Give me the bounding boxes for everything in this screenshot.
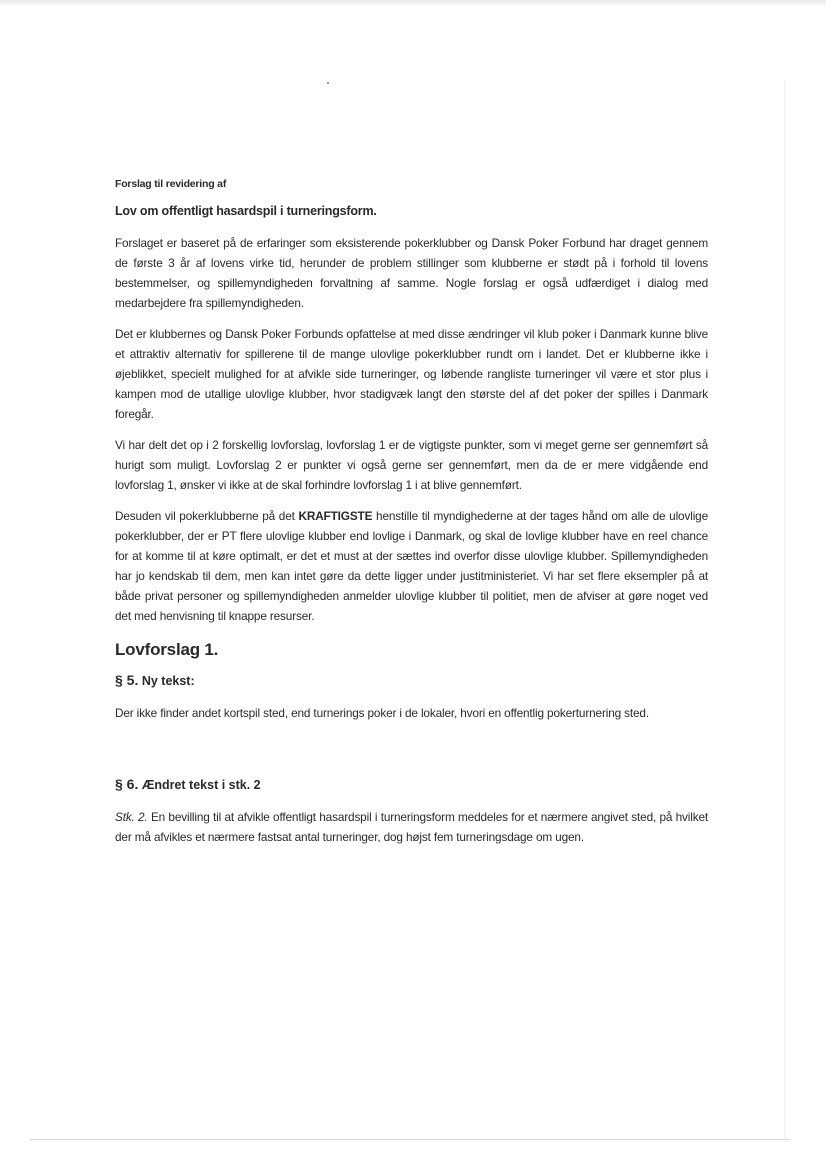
section6-text	[115, 807, 708, 847]
section6-label: Ændret tekst i stk. 2	[138, 778, 261, 792]
section5-sign: § 5.	[115, 672, 139, 688]
section6-body: En bevilling til at afvikle offentligt hasardspil i turneringsform meddeles for et nærmere angivet sted, på hvilket der må afvikles et nærmere fastsat antal turneringer, dog højst fem turneringsdage om ugen.	[115, 810, 708, 844]
scan-edge-top	[0, 0, 826, 7]
document-title: Lov om offentligt hasardspil i turneringsform.	[115, 204, 377, 218]
paragraph-split: Vi har delt det op i 2 forskellig lovforslag, lovforslag 1 er de vigtigste punkter, som vi meget gerne ser gennemført så hurigt som muligt. Lovforslag 2 er punkter vi også gerne ser gennemført, men da de er mere vidgående end lovforslag 1, ønsker vi ikke at de skal forhindre lovforslag 1 i at blive gennemført.	[115, 438, 708, 492]
paragraph-basis: Forslaget er baseret på de erfaringer som eksisterende pokerklubber og Dansk Poker Forbund har draget gennem de første 3 år af lovens virke tid, herunder de problem stillinger som klubberne er stødt på i forhold til lovens bestemmelser, og spillemyndigheden forvaltning af samme. Nogle forslag er også udfærdiget i dialog med medarbejdere fra spillemyndigheden.	[115, 236, 708, 310]
paragraph-illegal-clubs-before: Desuden vil pokerklubberne på det	[115, 509, 299, 523]
scan-edge-right	[784, 80, 785, 1140]
emphasis-kraftigste: KRAFTIGSTE	[298, 509, 373, 523]
intro-line: Forslag til revidering af	[115, 178, 227, 190]
section5-heading	[115, 672, 708, 688]
document-body	[115, 178, 708, 858]
section5-label: Ny tekst:	[138, 674, 195, 688]
scan-edge-bottom	[30, 1139, 790, 1140]
section6-sign: § 6.	[115, 776, 139, 792]
paragraph-illegal-clubs-after: henstille til myndighederne at der tages hånd om alle de ulovlige pokerklubber, der er PT flere ulovlige klubber end lovlige i Danmark, og skal de lovlige klubber have en reel chance for at komme til at køre optimalt, er det et must at der sættes ind overfor disse ulovlige klubber. Spillemyndigheden har jo kendskab til dem, men kan intet gøre da dette ligger under justitministeriet. Vi har set flere eksempler på at både privat personer og spillemyndigheden anmelder ulovlige klubber til politiet, men de afviser at gøre noget ved det med henvisning til knappe resurser.	[115, 509, 708, 623]
paragraph-opinion: Det er klubbernes og Dansk Poker Forbunds opfattelse at med disse ændringer vil klub poker i Danmark kunne blive et attraktiv alternativ for spillerene til de mange ulovlige pokerklubber rundt om i landet. Det er klubberne ikke i øjeblikket, specielt mulighed for at afvikle side turneringer, og løbende rangliste turneringer vil være et stor plus i kampen mod de utallige ulovlige klubber, hvor stadigvæk langt den største del af det poker der spilles i Danmark foregår.	[115, 327, 708, 421]
paragraph-illegal-clubs	[115, 506, 708, 626]
section-heading-lovforslag-1: Lovforslag 1.	[115, 640, 219, 659]
spacer	[115, 734, 708, 776]
section6-heading	[115, 776, 708, 792]
stk-2-label: Stk. 2.	[115, 810, 148, 824]
scan-speck	[327, 82, 329, 84]
section5-text: Der ikke finder andet kortspil sted, end turnerings poker i de lokaler, hvori en offentlig pokerturnering sted.	[115, 706, 649, 720]
